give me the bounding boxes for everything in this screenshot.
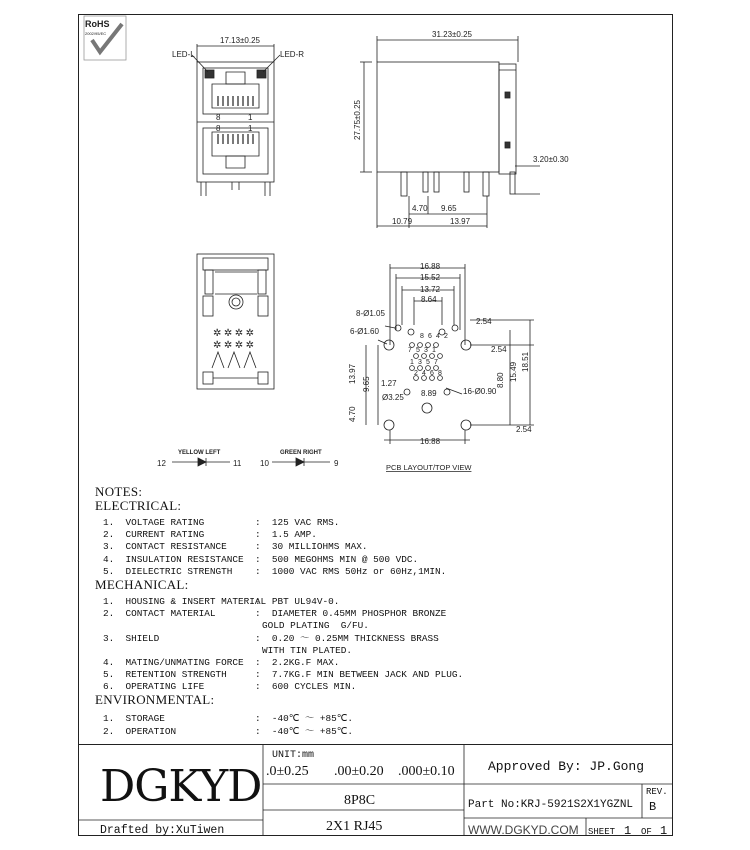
note-value: : 600 CYCLES MIN. (255, 681, 357, 693)
pcb-dim-880: 8.80 (496, 372, 505, 388)
pcb-pin-num: 5 (416, 347, 420, 354)
rohs-code: 2002/95/EC (85, 31, 107, 36)
pcb-dim-1851: 18.51 (521, 351, 530, 372)
note-label: 3. SHIELD (103, 632, 160, 644)
note-label: 2. OPERATION (103, 725, 177, 737)
pin8-bottom: 8 (216, 124, 221, 133)
note-label: 1. VOLTAGE RATING (103, 517, 205, 528)
rev-label: REV. (646, 787, 668, 797)
note-value: : -40℃ ～ +85℃. (255, 725, 353, 737)
note-row-continued (95, 645, 665, 657)
pcb-pin-num: 8 (438, 370, 442, 377)
yellow-led-pin-b: 11 (233, 459, 242, 468)
pcb-hole-8: 8-Ø1.05 (356, 309, 385, 318)
notes-section (95, 485, 665, 738)
pcb-pin-num: 2 (414, 370, 418, 377)
pin8-top: 8 (216, 113, 221, 122)
pcb-pin-num: 3 (418, 359, 422, 366)
sheet-number: 1 (624, 824, 632, 838)
pcb-hole-325: Ø3.25 (382, 393, 404, 402)
pcb-pin-num: 4 (436, 333, 440, 340)
pcb-dim-127: 1.27 (381, 379, 397, 388)
pcb-pin-num: 7 (408, 347, 412, 354)
note-row (95, 657, 665, 669)
note-value: : 125 VAC RMS. (255, 517, 340, 528)
green-led-pin-a: 10 (260, 459, 269, 468)
company-logo: DGKYD (100, 761, 262, 812)
product-desc: 2X1 RJ45 (326, 819, 383, 834)
note-row-continued (95, 620, 665, 632)
of-label: OF (641, 827, 652, 837)
note-label: 5. DIELECTRIC STRENGTH (103, 565, 233, 577)
note-row (95, 596, 665, 608)
yellow-led-pin-a: 12 (157, 459, 166, 468)
green-led-pin-b: 9 (334, 459, 339, 468)
side-dim-965: 9.65 (441, 204, 457, 213)
side-dim-1079: 10.79 (392, 217, 413, 226)
pcb-dim-1397: 13.97 (348, 363, 357, 384)
note-label: 4. MATING/UNMATING FORCE (103, 656, 244, 668)
pcb-pin-num: 5 (426, 359, 430, 366)
note-row (95, 529, 665, 541)
note-label: 4. INSULATION RESISTANCE (103, 553, 244, 565)
pcb-dim-1688-top: 16.88 (420, 262, 441, 271)
pcb-dim-254-c: 2.54 (516, 425, 532, 434)
note-row (95, 566, 665, 578)
notes-title: NOTES: (95, 484, 143, 499)
pcb-dim-1372: 13.72 (420, 285, 441, 294)
pcb-dim-1688-bottom: 16.88 (420, 437, 441, 446)
svg-text:✲ ✲ ✲ ✲: ✲ ✲ ✲ ✲ (213, 328, 255, 339)
side-pin-dim: 3.20±0.30 (533, 155, 569, 164)
mechanical-list (95, 596, 665, 694)
note-value-continued: GOLD PLATING G/FU. (262, 620, 369, 632)
pin1-bottom: 1 (248, 124, 253, 133)
note-value: : 7.7KG.F MIN BETWEEN JACK AND PLUG. (255, 669, 464, 681)
pcb-dim-254-a: 2.54 (476, 317, 492, 326)
note-row (95, 608, 665, 620)
side-length-dim: 31.23±0.25 (432, 30, 472, 39)
pcb-pin-num: 8 (420, 333, 424, 340)
tolerance-3: .000±0.10 (398, 764, 455, 779)
pcb-pin-num: 6 (430, 370, 434, 377)
mechanical-title: MECHANICAL: (95, 576, 189, 592)
note-row (95, 726, 665, 738)
product-name: 8P8C (344, 793, 376, 808)
led-schematic (172, 458, 330, 466)
green-led-label: GREEN RIGHT (280, 450, 322, 456)
note-label: 1. HOUSING & INSERT MATERIAL (103, 595, 267, 607)
pcb-pin-num: 4 (422, 370, 426, 377)
note-row (95, 554, 665, 566)
pcb-hole-16: 16-Ø0.90 (463, 387, 497, 396)
side-view (360, 36, 540, 228)
note-row (95, 633, 665, 645)
note-label: 5. RETENTION STRENGTH (103, 669, 227, 681)
unit-label: UNIT:mm (272, 750, 315, 761)
side-height-dim: 27.75±0.25 (353, 100, 362, 140)
total-sheets: 1 (660, 824, 668, 838)
approved-by: Approved By: JP.Gong (488, 759, 645, 774)
note-value-continued: WITH TIN PLATED. (262, 644, 353, 656)
note-value: : -40℃ ～ +85℃. (255, 713, 353, 725)
pcb-caption: PCB LAYOUT/TOP VIEW (386, 463, 472, 472)
pcb-pin-num: 6 (428, 333, 432, 340)
pcb-dim-470: 4.70 (348, 406, 357, 422)
tolerance-1: .0±0.25 (266, 764, 309, 779)
note-value: : 500 MEGOHMS MIN @ 500 VDC. (255, 553, 419, 565)
note-value: : 2.2KG.F MAX. (255, 656, 340, 668)
note-row (95, 669, 665, 681)
environmental-list (95, 713, 665, 737)
website: WWW.DGKYD.COM (468, 823, 579, 837)
pcb-pin-num: 3 (424, 347, 428, 354)
note-row (95, 517, 665, 529)
electrical-title: ELECTRICAL: (95, 498, 182, 513)
drafted-by: Drafted by:XuTiwen (100, 824, 225, 837)
side-dim-1397: 13.97 (450, 217, 471, 226)
note-value: : 30 MILLIOHMS MAX. (255, 541, 368, 553)
pcb-dim-864: 8.64 (421, 295, 437, 304)
note-label: 3. CONTACT RESISTANCE (103, 541, 227, 553)
pcb-pin-num: 7 (434, 359, 438, 366)
pcb-dim-965: 9.65 (362, 376, 371, 392)
pcb-hole-6: 6-Ø1.60 (350, 327, 379, 336)
front-view (192, 44, 280, 196)
sheet-label: SHEET (588, 827, 616, 837)
note-label: 6. OPERATING LIFE (103, 681, 205, 693)
pcb-layout (366, 264, 534, 444)
led-left-label: LED-L (172, 50, 195, 59)
note-value: : 1000 VAC RMS 50Hz or 60Hz,1MIN. (255, 565, 447, 577)
note-value: : 1.5 AMP. (255, 529, 317, 541)
note-row (95, 541, 665, 553)
pcb-dim-1552: 15.52 (420, 273, 441, 282)
pcb-pin-num: 1 (410, 359, 414, 366)
electrical-list (95, 517, 665, 578)
note-value: : 0.20 ～ 0.25MM THICKNESS BRASS (255, 632, 439, 644)
note-label: 2. CONTACT MATERIAL (103, 608, 216, 620)
note-value: : PBT UL94V-0. (255, 595, 340, 607)
svg-text:✲ ✲ ✲ ✲: ✲ ✲ ✲ ✲ (213, 340, 255, 351)
led-right-label: LED-R (280, 50, 305, 59)
tolerance-2: .00±0.20 (334, 764, 384, 779)
note-label: 1. STORAGE (103, 713, 165, 725)
rev-value: B (649, 800, 657, 814)
environmental-title: ENVIRONMENTAL: (95, 692, 215, 708)
note-value: : DIAMETER 0.45MM PHOSPHOR BRONZE (255, 608, 447, 620)
note-row (95, 713, 665, 725)
rohs-title: RoHS (85, 19, 110, 29)
pcb-pin-num: 1 (432, 347, 436, 354)
front-width-dim: 17.13±0.25 (220, 36, 260, 45)
side-dim-470: 4.70 (412, 204, 428, 213)
pcb-pin-num: 2 (444, 333, 448, 340)
pcb-dim-889: 8.89 (421, 389, 437, 398)
pin1-top: 1 (248, 113, 253, 122)
title-block (78, 744, 673, 836)
yellow-led-label: YELLOW LEFT (178, 450, 221, 456)
pcb-dim-254-b: 2.54 (491, 345, 507, 354)
part-number: Part No:KRJ-5921S2X1YGZNL (468, 799, 634, 811)
note-label: 2. CURRENT RATING (103, 529, 205, 541)
pcb-dim-1549: 15.49 (509, 361, 518, 382)
top-view (197, 254, 274, 389)
note-row (95, 681, 665, 693)
